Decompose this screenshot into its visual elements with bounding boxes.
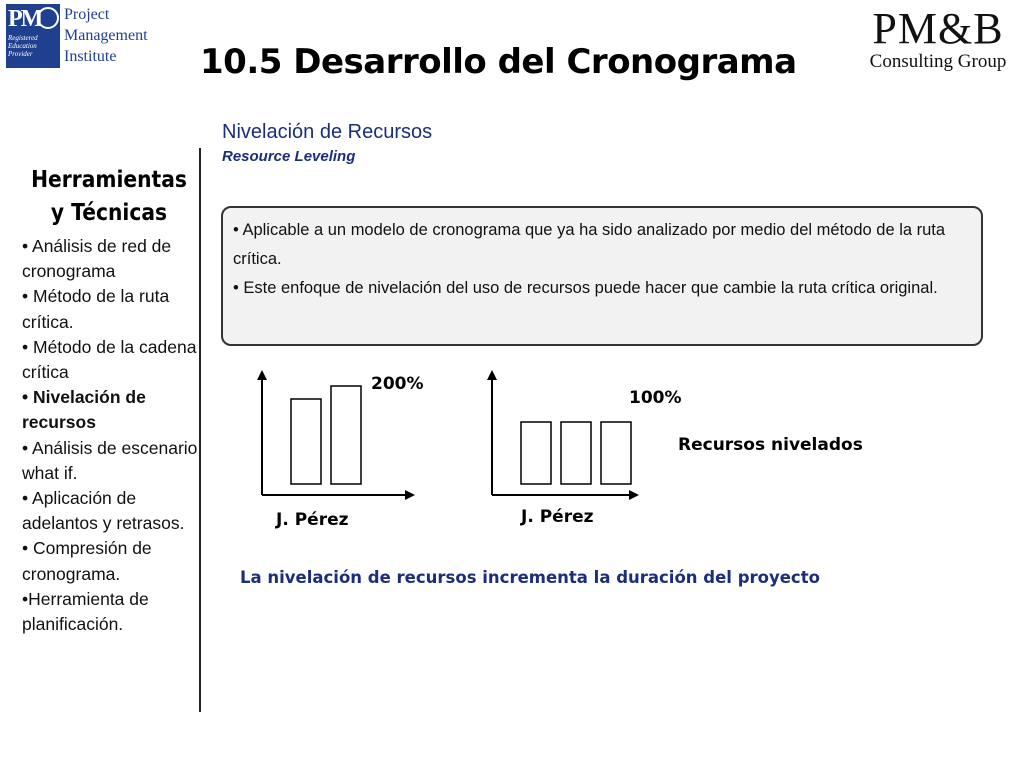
chart2-caption: Recursos nivelados (678, 435, 863, 455)
chart1-percent-label: 200% (371, 374, 424, 394)
section-subtitle: Resource Leveling (222, 148, 356, 165)
bar (331, 386, 361, 484)
bar (601, 422, 631, 484)
pmi-mark-text: PM (8, 6, 42, 32)
sidebar-item: • Aplicación de adelantos y retrasos. (22, 488, 185, 534)
conclusion-text: La nivelación de recursos incrementa la duración del proyecto (240, 568, 820, 587)
info-bullet: • Este enfoque de nivelación del uso de recursos puede hacer que cambie la ruta crítica original. (233, 279, 938, 297)
chart2-percent-label: 100% (629, 388, 682, 408)
sidebar-item: • Método de la cadena crítica (22, 336, 197, 383)
info-bullet: • Aplicable a un modelo de cronograma que ya ha sido analizado por medio del método de la ruta crítica. (233, 221, 946, 268)
chart-after-leveling (492, 375, 634, 495)
sidebar-item: •Herramienta de planificación. (22, 588, 149, 635)
pmi-logo-text: Project Management Institute (64, 6, 148, 65)
chart2-x-label: J. Pérez (521, 507, 594, 527)
sidebar-item: • Compresión de cronograma. (22, 538, 152, 584)
sidebar-item: • Análisis de red de cronograma (22, 236, 172, 282)
pmi-reg-text: Registered Education Provider (8, 34, 38, 58)
sidebar-title-line2: y Técnicas (50, 200, 168, 226)
bar (291, 399, 321, 484)
chart1-x-label: J. Pérez (276, 510, 349, 530)
pmb-logo-name: PM&B (872, 4, 1004, 53)
bar (561, 422, 591, 484)
section-title: Nivelación de Recursos (222, 121, 433, 143)
sidebar-title-line1: Herramientas (31, 167, 187, 193)
bar (521, 422, 551, 484)
sidebar-item: • Análisis de escenario what if. (22, 437, 198, 483)
pmb-logo-tagline: Consulting Group (869, 51, 1007, 72)
page-title: 10.5 Desarrollo del Cronograma (200, 42, 797, 82)
sidebar-item: • Método de la ruta crítica. (22, 286, 170, 332)
sidebar-item-highlighted: • Nivelación de recursos (22, 387, 146, 433)
